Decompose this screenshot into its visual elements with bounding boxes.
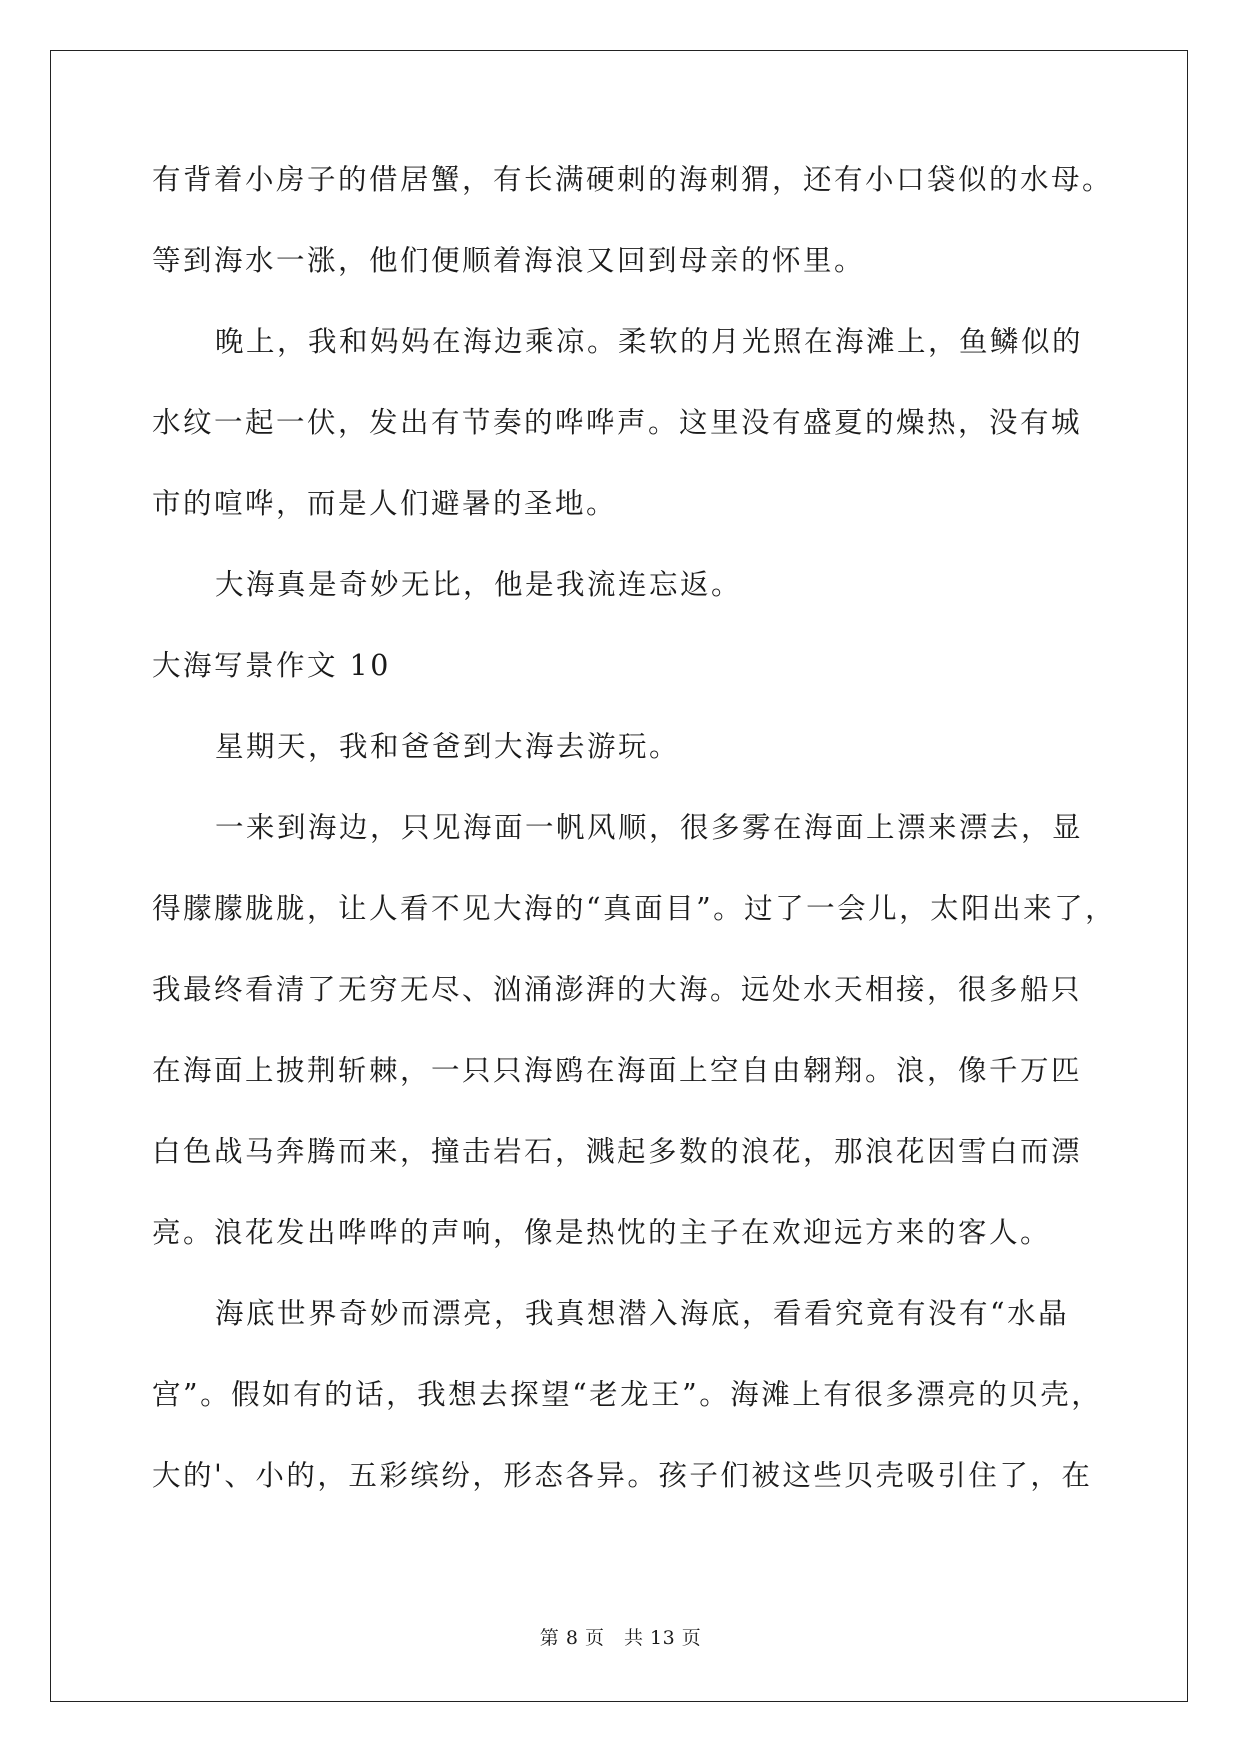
text-line: 我最终看清了无穷无尽、汹涌澎湃的大海。远处水天相接，很多船只 — [152, 973, 1083, 1006]
text-line: 一来到海边，只见海面一帆风顺，很多雾在海面上漂来漂去，显 — [215, 811, 1084, 844]
text-line: 在海面上披荆斩棘，一只只海鸥在海面上空自由翱翔。浪，像千万匹 — [152, 1054, 1083, 1087]
text-line: 星期天，我和爸爸到大海去游玩。 — [215, 730, 681, 763]
text-line: 大的'、小的，五彩缤纷，形态各异。孩子们被这些贝壳吸引住了，在 — [152, 1459, 1093, 1492]
text-line: 有背着小房子的借居蟹，有长满硬刺的海刺猬，还有小口袋似的水母。 — [152, 163, 1114, 196]
text-line: 水纹一起一伏，发出有节奏的哗哗声。这里没有盛夏的燥热，没有城 — [152, 406, 1083, 439]
text-line: 大海真是奇妙无比，他是我流连忘返。 — [215, 568, 743, 601]
text-line: 亮。浪花发出哗哗的声响，像是热忱的主子在欢迎远方来的客人。 — [152, 1216, 1052, 1249]
text-line: 等到海水一涨，他们便顺着海浪又回到母亲的怀里。 — [152, 244, 866, 277]
text-line: 晚上，我和妈妈在海边乘凉。柔软的月光照在海滩上，鱼鳞似的 — [215, 325, 1084, 358]
text-line: 市的喧哗，而是人们避暑的圣地。 — [152, 487, 618, 520]
text-line: 海底世界奇妙而漂亮，我真想潜入海底，看看究竟有没有“水晶 — [215, 1297, 1070, 1330]
text-line: 得朦朦胧胧，让人看不见大海的“真面目”。过了一会儿，太阳出来了， — [152, 892, 1117, 925]
section-heading: 大海写景作文 10 — [152, 649, 391, 682]
text-line: 白色战马奔腾而来，撞击岩石，溅起多数的浪花，那浪花因雪白而漂 — [152, 1135, 1083, 1168]
page-border — [50, 50, 1188, 1702]
page-number: 第 8 页 共 13 页 — [539, 1627, 702, 1649]
text-line: 宫”。假如有的话，我想去探望“老龙王”。海滩上有很多漂亮的贝壳， — [152, 1378, 1103, 1411]
